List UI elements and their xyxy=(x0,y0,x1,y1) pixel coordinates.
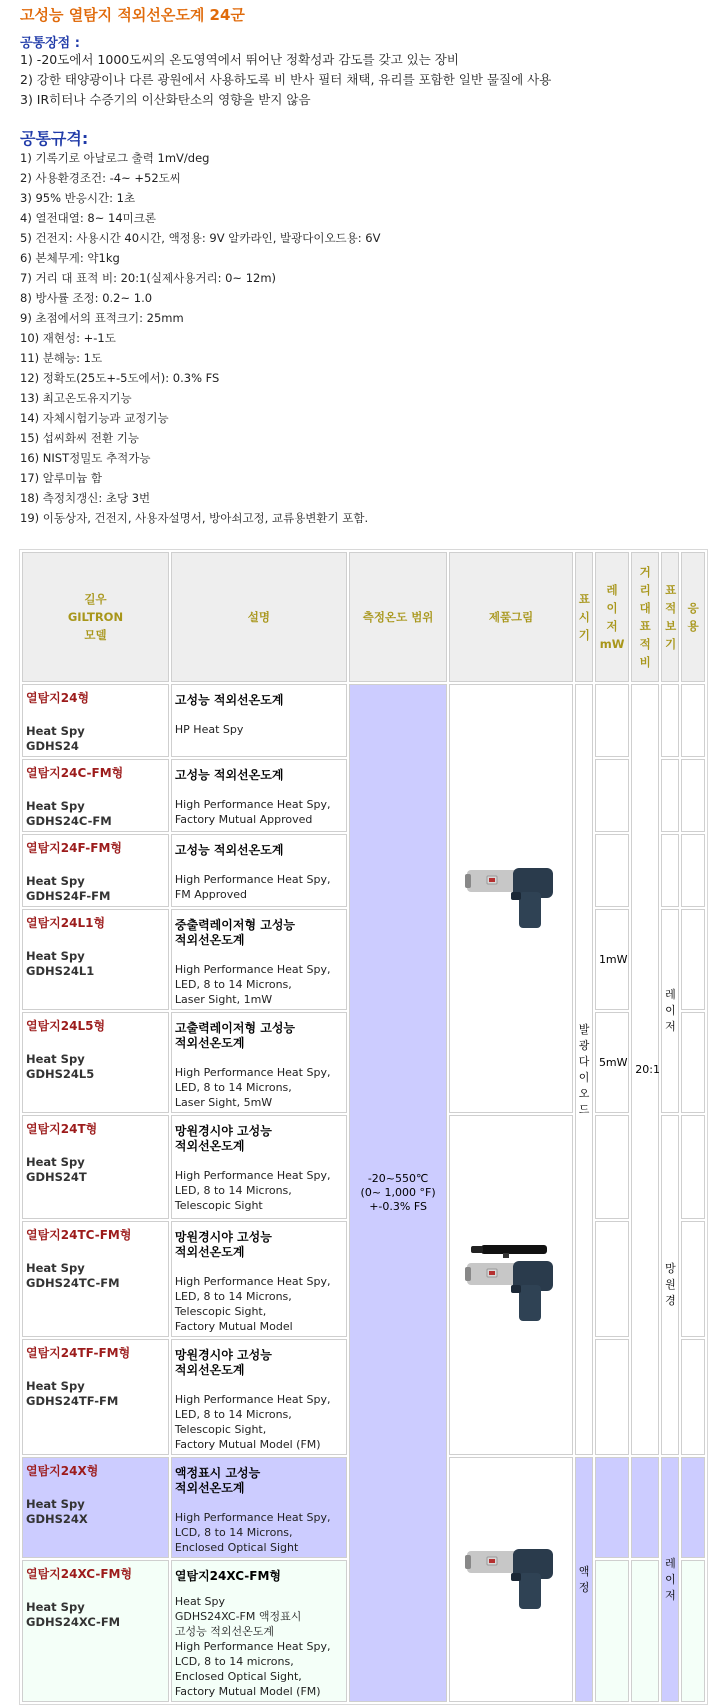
sight-scope-cell-char: 망 xyxy=(665,1262,676,1275)
desc-en-line: LCD, 8 to 14 microns, xyxy=(174,1655,294,1668)
desc-cell xyxy=(171,1221,347,1337)
header-sight xyxy=(661,552,679,682)
desc-kr-line: 고출력레이저형 고성능 xyxy=(174,1021,296,1035)
desc-en-line: Factory Mutual Model xyxy=(174,1320,293,1333)
range-line: +-0.3% FS xyxy=(369,1200,427,1213)
header-model-line: 길우 xyxy=(84,592,107,606)
model-name-en-line: GDHS24TC-FM xyxy=(26,1276,120,1290)
laser-cell xyxy=(595,759,629,832)
desc-en-line: High Performance Heat Spy, xyxy=(174,873,331,886)
desc-en-line: High Performance Heat Spy, xyxy=(174,1066,331,1079)
model-name-en-line: Heat Spy xyxy=(26,1379,85,1393)
desc-en-line: Factory Mutual Approved xyxy=(174,813,313,826)
desc-en-line: High Performance Heat Spy, xyxy=(174,1275,331,1288)
desc-en-line: Telescopic Sight, xyxy=(174,1423,267,1436)
desc-en-line: LED, 8 to 14 Microns, xyxy=(174,1408,292,1421)
header-laser-char: 저 xyxy=(606,619,618,633)
heat-spy-gun-image xyxy=(463,1243,559,1325)
desc-en-line: Heat Spy xyxy=(174,1595,225,1608)
laser-cell xyxy=(595,1339,629,1455)
model-name-en-line: Heat Spy xyxy=(26,1052,85,1066)
page-title: 고성능 열탐지 적외선온도계 24군 xyxy=(20,6,245,24)
laser-cell xyxy=(595,684,629,757)
model-name-en xyxy=(26,1261,165,1291)
model-cell xyxy=(22,834,169,907)
header-model-line: 모델 xyxy=(84,628,107,642)
ratio-cell xyxy=(631,684,659,1455)
header-app-char: 응 xyxy=(687,601,699,615)
desc-en xyxy=(175,1274,343,1334)
display-led-cell xyxy=(575,684,593,1455)
range-line: (0~ 1,000 °F) xyxy=(360,1186,436,1199)
desc-en-line: HP Heat Spy xyxy=(174,723,244,736)
desc-cell xyxy=(171,1560,347,1702)
desc-en-line: Enclosed Optical Sight xyxy=(174,1541,299,1554)
spec-item: 16) NIST정밀도 추적가능 xyxy=(20,451,151,465)
model-name-en-line: Heat Spy xyxy=(26,724,85,738)
header-ratio-char: 비 xyxy=(639,655,651,669)
desc-kr xyxy=(175,693,343,708)
app-cell xyxy=(681,1012,705,1113)
model-name-en-line: Heat Spy xyxy=(26,1261,85,1275)
header-model xyxy=(22,552,169,682)
ratio-value: 20:1 xyxy=(635,1063,660,1076)
sight-laser2-cell-char: 저 xyxy=(665,1588,676,1602)
desc-en-line: GDHS24XC-FM 액정표시 xyxy=(174,1610,302,1623)
model-name-en xyxy=(26,1155,165,1185)
spec-item: 3) 95% 반응시간: 1초 xyxy=(20,191,136,205)
header-ratio xyxy=(631,552,659,682)
model-name-kr: 열탐지24F-FM형 xyxy=(26,841,123,855)
app-cell xyxy=(681,1115,705,1219)
header-sight-char: 보 xyxy=(665,619,677,633)
model-name-en xyxy=(26,1379,165,1409)
desc-en-line: LED, 8 to 14 Microns, xyxy=(174,1290,292,1303)
header-range: 측정온도 범위 xyxy=(349,552,448,682)
spec-item: 7) 거리 대 표적 비: 20:1(실제사용거리: 0~ 12m) xyxy=(20,271,277,285)
model-name-kr: 열탐지24XC-FM형 xyxy=(26,1567,133,1581)
display-led-cell-char: 드 xyxy=(578,1102,590,1116)
header-display xyxy=(575,552,593,682)
sight-scope-cell-char: 경 xyxy=(665,1294,676,1307)
desc-kr-line: 열탐지24XC-FM형 xyxy=(174,1569,281,1583)
desc-en-line: Laser Sight, 5mW xyxy=(174,1096,273,1109)
ratio-cell xyxy=(631,1457,659,1558)
display-led-cell-char: 오 xyxy=(578,1086,590,1100)
model-name-kr: 열탐지24C-FM형 xyxy=(26,766,124,780)
table-header-row xyxy=(22,552,705,682)
laser-cell xyxy=(595,1221,629,1337)
model-name-en-line: Heat Spy xyxy=(26,1600,85,1614)
desc-en-line: High Performance Heat Spy, xyxy=(174,963,331,976)
spec-item: 17) 알루미늄 함 xyxy=(20,471,102,485)
spec-item: 4) 열전대열: 8~ 14미크론 xyxy=(20,211,156,225)
features-heading: 공통장점 : xyxy=(20,36,80,51)
desc-en xyxy=(175,1065,343,1110)
laser-power: 1mW xyxy=(598,953,628,966)
model-name-en xyxy=(26,949,165,979)
spec-item: 12) 정확도(25도+-5도에서): 0.3% FS xyxy=(20,371,220,385)
image-cell xyxy=(449,1457,572,1702)
range-cell xyxy=(349,684,448,1702)
desc-en xyxy=(175,872,343,902)
header-laser-char: mW xyxy=(599,637,625,651)
sight-laser2-cell xyxy=(661,1457,679,1702)
spec-item: 2) 사용환경조건: -4~ +52도씨 xyxy=(20,171,181,185)
specs-list xyxy=(20,148,381,528)
model-name-en xyxy=(26,799,165,829)
laser-power: 5mW xyxy=(598,1056,628,1069)
desc-kr xyxy=(175,1230,343,1260)
model-cell xyxy=(22,1012,169,1113)
sight-laser-cell-char: 이 xyxy=(665,1004,676,1017)
header-ratio-char: 거 xyxy=(639,565,651,579)
desc-kr-line: 적외선온도계 xyxy=(174,1363,245,1377)
desc-cell xyxy=(171,759,347,832)
app-cell xyxy=(681,1339,705,1455)
spec-item: 13) 최고온도유지기능 xyxy=(20,391,132,405)
desc-kr-line: 망원경시야 고성능 xyxy=(174,1124,272,1138)
header-ratio-char: 적 xyxy=(639,637,651,651)
desc-en xyxy=(175,962,343,1007)
model-name-en-line: Heat Spy xyxy=(26,949,85,963)
model-name-en-line: GDHS24T xyxy=(26,1170,87,1184)
model-name-en-line: GDHS24TF-FM xyxy=(26,1394,119,1408)
sight-cell xyxy=(661,684,679,757)
image-cell xyxy=(449,1115,572,1455)
desc-cell xyxy=(171,1115,347,1219)
laser-cell xyxy=(595,909,629,1010)
desc-kr-line: 적외선온도계 xyxy=(174,1139,245,1153)
display-lcd-cell-char: 액 xyxy=(578,1564,590,1578)
desc-en-line: Factory Mutual Model (FM) xyxy=(174,1438,321,1451)
ratio-cell xyxy=(631,1560,659,1702)
app-cell xyxy=(681,1560,705,1702)
model-name-en xyxy=(26,724,165,754)
desc-cell xyxy=(171,1457,347,1558)
laser-cell xyxy=(595,1457,629,1558)
header-app-char: 용 xyxy=(687,619,699,633)
sight-scope-cell xyxy=(661,1115,679,1455)
app-cell xyxy=(681,909,705,1010)
model-name-en-line: Heat Spy xyxy=(26,874,85,888)
header-display-char: 표 xyxy=(578,592,590,606)
model-cell xyxy=(22,1115,169,1219)
header-sight-char: 기 xyxy=(665,637,677,651)
table-row xyxy=(22,684,705,757)
model-name-kr: 열탐지24T형 xyxy=(26,1122,98,1136)
desc-kr xyxy=(175,1466,343,1496)
desc-kr-line: 고성능 적외선온도계 xyxy=(174,768,284,782)
spec-item: 6) 본체무게: 약1kg xyxy=(20,251,120,265)
sight-laser2-cell-char: 이 xyxy=(665,1572,676,1586)
desc-en-line: LCD, 8 to 14 Microns, xyxy=(174,1526,293,1539)
laser-cell xyxy=(595,1560,629,1702)
header-ratio-char: 대 xyxy=(639,601,651,615)
app-cell xyxy=(681,1221,705,1337)
image-cell xyxy=(449,684,572,1113)
display-lcd-cell-char: 정 xyxy=(578,1580,590,1594)
display-led-cell-char: 이 xyxy=(578,1070,590,1084)
model-name-en xyxy=(26,1052,165,1082)
desc-kr-line: 적외선온도계 xyxy=(174,1245,245,1259)
model-cell xyxy=(22,759,169,832)
feature-item: 2) 강한 태양광이나 다른 광원에서 사용하도록 비 반사 필터 채택, 유리를 포함한 일반 물질에 사용 xyxy=(20,72,552,87)
desc-en-line: LED, 8 to 14 Microns, xyxy=(174,978,292,991)
desc-cell xyxy=(171,1339,347,1455)
desc-kr xyxy=(175,843,343,858)
header-model-line: GILTRON xyxy=(67,610,124,624)
app-cell xyxy=(681,834,705,907)
app-cell xyxy=(681,1457,705,1558)
header-app xyxy=(681,552,705,682)
spec-item: 9) 초점에서의 표적크기: 25mm xyxy=(20,311,184,325)
model-cell xyxy=(22,1560,169,1702)
model-name-kr: 열탐지24TF-FM형 xyxy=(26,1346,131,1360)
model-name-en-line: GDHS24C-FM xyxy=(26,814,112,828)
sight-cell xyxy=(661,834,679,907)
desc-kr xyxy=(175,918,343,948)
desc-en xyxy=(175,1168,343,1213)
header-display-char: 기 xyxy=(578,628,590,642)
feature-item: 3) IR히터나 수증기의 이산화탄소의 영향을 받지 않음 xyxy=(20,92,311,107)
desc-kr xyxy=(175,1348,343,1378)
desc-kr-line: 적외선온도계 xyxy=(174,1481,245,1495)
model-name-en-line: GDHS24XC-FM xyxy=(26,1615,121,1629)
desc-cell xyxy=(171,1012,347,1113)
header-desc: 설명 xyxy=(171,552,347,682)
model-name-en-line: GDHS24X xyxy=(26,1512,88,1526)
desc-en-line: High Performance Heat Spy, xyxy=(174,1511,331,1524)
sight-scope-cell-char: 원 xyxy=(665,1278,676,1291)
model-name-en-line: GDHS24L1 xyxy=(26,964,95,978)
desc-en xyxy=(175,1594,343,1699)
product-table xyxy=(19,549,708,1705)
spec-item: 10) 재현성: +-1도 xyxy=(20,331,116,345)
model-cell xyxy=(22,684,169,757)
desc-kr-line: 고성능 적외선온도계 xyxy=(174,843,284,857)
desc-en-line: Telescopic Sight xyxy=(174,1199,263,1212)
laser-cell xyxy=(595,1115,629,1219)
header-laser-char: 레 xyxy=(606,583,618,597)
model-name-kr: 열탐지24L5형 xyxy=(26,1019,106,1033)
spec-item: 19) 이동상자, 건전지, 사용자설명서, 방아쇠고정, 교류용변환기 포함. xyxy=(20,511,369,525)
display-led-cell-char: 다 xyxy=(578,1054,590,1068)
model-name-en-line: GDHS24L5 xyxy=(26,1067,95,1081)
model-name-en-line: GDHS24 xyxy=(26,739,79,753)
model-name-kr: 열탐지24TC-FM형 xyxy=(26,1228,132,1242)
desc-kr-line: 액정표시 고성능 xyxy=(174,1466,261,1480)
desc-en-line: Factory Mutual Model (FM) xyxy=(174,1685,321,1698)
desc-kr xyxy=(175,1021,343,1051)
laser-cell xyxy=(595,1012,629,1113)
display-led-cell-char: 광 xyxy=(578,1038,590,1052)
desc-kr-line: 망원경시야 고성능 xyxy=(174,1230,272,1244)
desc-cell xyxy=(171,909,347,1010)
desc-cell xyxy=(171,834,347,907)
spec-item: 18) 측정치갱신: 초당 3번 xyxy=(20,491,151,505)
model-name-en-line: GDHS24F-FM xyxy=(26,889,111,903)
header-image: 제품그림 xyxy=(449,552,572,682)
model-cell xyxy=(22,1457,169,1558)
header-laser xyxy=(595,552,629,682)
desc-en-line: FM Approved xyxy=(174,888,247,901)
desc-en-line: LED, 8 to 14 Microns, xyxy=(174,1081,292,1094)
model-name-en-line: Heat Spy xyxy=(26,799,85,813)
display-led-cell-char: 발 xyxy=(578,1022,590,1036)
range-line: -20~550℃ xyxy=(367,1172,429,1185)
desc-en xyxy=(175,722,343,737)
desc-kr xyxy=(175,1569,343,1584)
sight-laser-cell-char: 레 xyxy=(665,988,676,1001)
model-name-en xyxy=(26,1497,165,1527)
desc-kr-line: 적외선온도계 xyxy=(174,1036,245,1050)
model-name-en xyxy=(26,874,165,904)
desc-kr xyxy=(175,768,343,783)
desc-en xyxy=(175,1510,343,1555)
features-list xyxy=(20,50,551,110)
desc-en-line: High Performance Heat Spy, xyxy=(174,1640,331,1653)
model-name-en-line: Heat Spy xyxy=(26,1497,85,1511)
spec-item: 14) 자체시험기능과 교정기능 xyxy=(20,411,169,425)
desc-en xyxy=(175,1392,343,1452)
model-name-kr: 열탐지24X형 xyxy=(26,1464,99,1478)
model-name-en xyxy=(26,1600,165,1630)
desc-kr-line: 고성능 적외선온도계 xyxy=(174,693,284,707)
desc-kr-line: 중출력레이저형 고성능 xyxy=(174,918,296,932)
desc-kr xyxy=(175,1124,343,1154)
sight-cell xyxy=(661,759,679,832)
spec-item: 11) 분해능: 1도 xyxy=(20,351,103,365)
header-ratio-char: 표 xyxy=(639,619,651,633)
header-laser-char: 이 xyxy=(606,601,618,615)
heat-spy-gun-image xyxy=(463,862,559,932)
spec-item: 15) 섭씨화씨 전환 기능 xyxy=(20,431,139,445)
model-name-en-line: Heat Spy xyxy=(26,1155,85,1169)
spec-item: 8) 방사률 조정: 0.2~ 1.0 xyxy=(20,291,153,305)
app-cell xyxy=(681,759,705,832)
display-lcd-cell xyxy=(575,1457,593,1702)
spec-item: 5) 건전지: 사용시간 40시간, 액정용: 9V 알카라인, 발광다이오드용: 6V xyxy=(20,231,381,245)
desc-en-line: 고성능 적외선온도계 xyxy=(174,1625,275,1638)
desc-en-line: Enclosed Optical Sight, xyxy=(174,1670,302,1683)
desc-en-line: Telescopic Sight, xyxy=(174,1305,267,1318)
header-sight-char: 적 xyxy=(665,601,677,615)
specs-heading: 공통규격: xyxy=(20,129,89,148)
sight-laser-cell-char: 저 xyxy=(665,1020,676,1033)
desc-en-line: LED, 8 to 14 Microns, xyxy=(174,1184,292,1197)
header-sight-char: 표 xyxy=(665,583,677,597)
spec-item: 1) 기록기로 아날로그 출력 1mV/deg xyxy=(20,151,210,165)
desc-en-line: High Performance Heat Spy, xyxy=(174,798,331,811)
model-name-kr: 열탐지24L1형 xyxy=(26,916,106,930)
laser-cell xyxy=(595,834,629,907)
desc-en-line: Laser Sight, 1mW xyxy=(174,993,273,1006)
desc-en xyxy=(175,797,343,827)
sight-laser2-cell-char: 레 xyxy=(665,1556,676,1570)
header-display-char: 시 xyxy=(578,610,590,624)
model-cell xyxy=(22,909,169,1010)
feature-item: 1) -20도에서 1000도씨의 온도영역에서 뛰어난 정확성과 감도를 갖고 있는 장비 xyxy=(20,52,459,67)
header-ratio-char: 리 xyxy=(639,583,651,597)
model-cell xyxy=(22,1339,169,1455)
desc-kr-line: 망원경시야 고성능 xyxy=(174,1348,272,1362)
desc-kr-line: 적외선온도계 xyxy=(174,933,245,947)
sight-laser-cell xyxy=(661,909,679,1113)
model-name-kr: 열탐지24형 xyxy=(26,691,90,705)
app-cell xyxy=(681,684,705,757)
desc-en-line: High Performance Heat Spy, xyxy=(174,1169,331,1182)
desc-cell xyxy=(171,684,347,757)
model-cell xyxy=(22,1221,169,1337)
desc-en-line: High Performance Heat Spy, xyxy=(174,1393,331,1406)
heat-spy-gun-image xyxy=(463,1543,559,1613)
